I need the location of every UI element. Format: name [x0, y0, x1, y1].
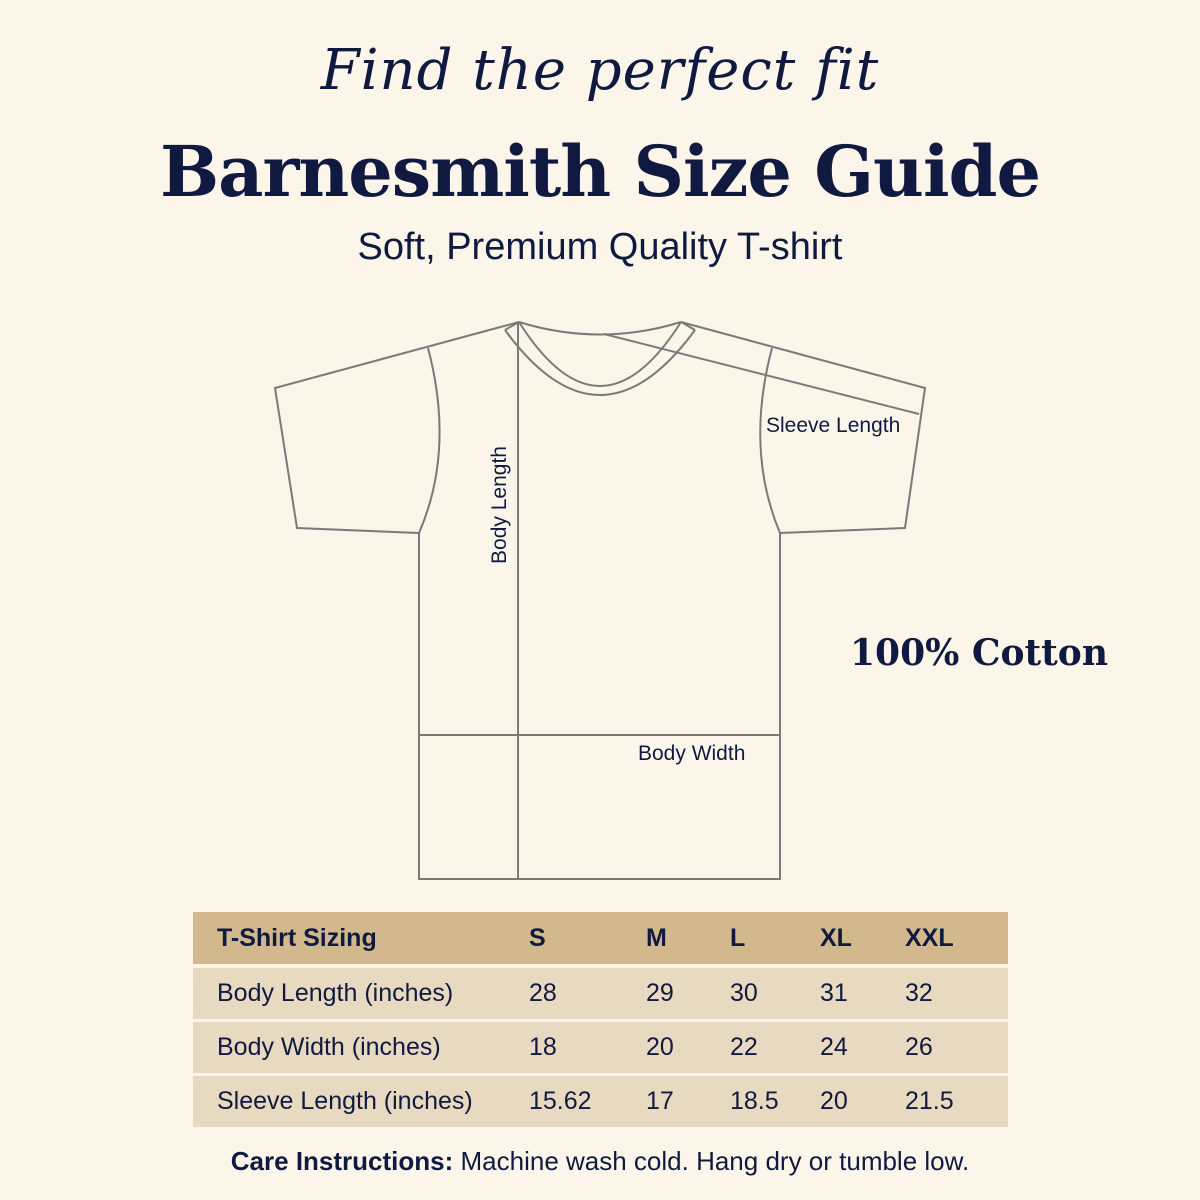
care-text: Machine wash cold. Hang dry or tumble low. — [453, 1146, 970, 1176]
header-cell: L — [730, 923, 746, 952]
table-cell: 18 — [529, 1033, 557, 1061]
material-badge: 100% Cotton — [850, 632, 1108, 674]
header-cell: S — [529, 923, 546, 952]
table-cell: 28 — [529, 979, 557, 1007]
table-row — [193, 1022, 1008, 1073]
left-sleeve — [275, 322, 519, 533]
table-cell: 17 — [646, 1087, 674, 1115]
row-label: Body Length (inches) — [217, 979, 454, 1007]
table-cell: 29 — [646, 979, 674, 1007]
table-row — [193, 1076, 1008, 1127]
table-row — [193, 968, 1008, 1019]
table-cell: 32 — [905, 979, 933, 1007]
header-cell: XL — [820, 923, 852, 952]
table-cell: 24 — [820, 1033, 848, 1061]
table-cell: 31 — [820, 979, 848, 1007]
body-length-label: Body Length — [488, 446, 511, 564]
header-cell: M — [646, 923, 667, 952]
size-table — [193, 912, 1008, 1130]
table-cell: 15.62 — [529, 1087, 592, 1115]
table-cell: 20 — [646, 1033, 674, 1061]
row-label: Body Width (inches) — [217, 1033, 441, 1061]
table-cell: 26 — [905, 1033, 933, 1061]
table-cell: 20 — [820, 1087, 848, 1115]
table-cell: 30 — [730, 979, 758, 1007]
table-cell: 22 — [730, 1033, 758, 1061]
page-title: Barnesmith Size Guide — [159, 130, 1041, 213]
page-subtitle: Soft, Premium Quality T-shirt — [357, 226, 843, 268]
neckline — [519, 322, 681, 335]
body-width-label: Body Width — [638, 742, 746, 765]
table-cell: 21.5 — [905, 1087, 954, 1115]
table-cell: 18.5 — [730, 1087, 779, 1115]
table-header-row — [193, 912, 1008, 964]
tshirt-outline — [419, 533, 780, 879]
script-tagline: Find the perfect fit — [320, 38, 880, 103]
care-label: Care Instructions: — [230, 1146, 454, 1176]
header-cell: XXL — [905, 923, 954, 952]
sleeve-length-label: Sleeve Length — [766, 414, 901, 437]
care-instructions — [0, 1146, 1200, 1177]
row-label: Sleeve Length (inches) — [217, 1087, 473, 1115]
header-cell: T-Shirt Sizing — [217, 923, 377, 952]
